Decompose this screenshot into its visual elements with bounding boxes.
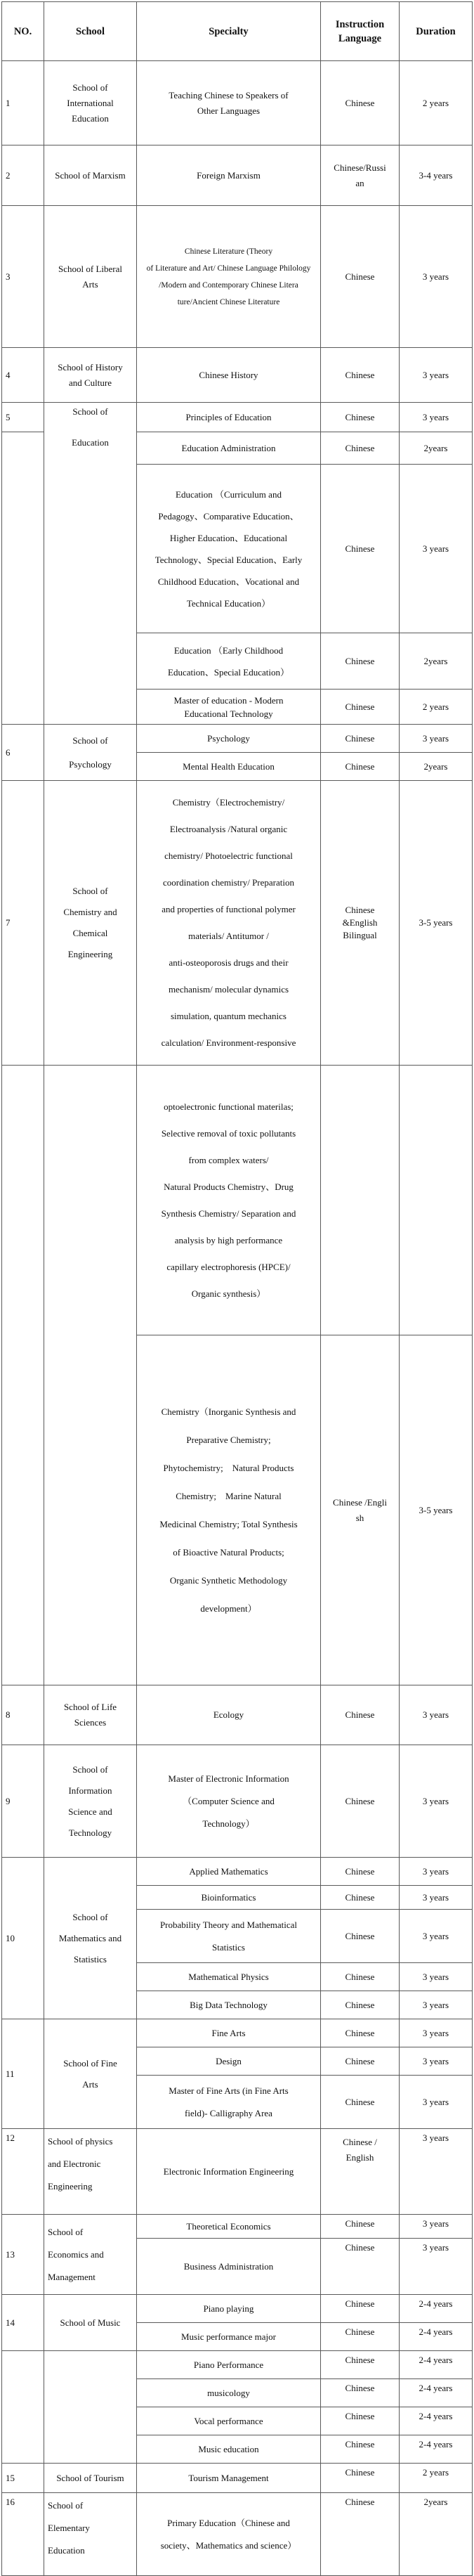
duration: 2-4 years xyxy=(400,2407,473,2435)
duration: 3 years xyxy=(400,2019,473,2047)
duration: 2-4 years xyxy=(400,2295,473,2323)
instruction-language: Chinese xyxy=(321,206,400,348)
instruction-language: Chinese xyxy=(321,2407,400,2435)
row-number-spacer xyxy=(2,2351,44,2464)
table-row xyxy=(2,2351,473,2379)
specialty-name: Education Administration xyxy=(137,432,321,465)
table-row xyxy=(2,781,473,1066)
instruction-language: Chinese / English xyxy=(321,2129,400,2215)
instruction-language: Chinese xyxy=(321,1886,400,1910)
duration: 2-4 years xyxy=(400,2435,473,2464)
specialty-name: Chinese History xyxy=(137,348,321,403)
specialty-name: Education （Curriculum and Pedagogy、Comparative Education、 Higher Education、Educational Technology、Special Education、Early Childhood Education、Vocational and Technical Education） xyxy=(137,465,321,633)
school-name-spacer xyxy=(44,1066,137,1685)
school-name: School of Mathematics and Statistics xyxy=(44,1858,137,2019)
header-specialty: Specialty xyxy=(137,2,321,61)
instruction-language: Chinese xyxy=(321,2215,400,2239)
row-number: 4 xyxy=(2,348,44,403)
table-row xyxy=(2,1858,473,1886)
instruction-language: Chinese/Russi an xyxy=(321,145,400,206)
specialty-name: Tourism Management xyxy=(137,2464,321,2493)
specialty-name: Psychology xyxy=(137,725,321,753)
table-row xyxy=(2,1066,473,1335)
instruction-language: Chinese xyxy=(321,753,400,781)
row-number: 11 xyxy=(2,2019,44,2129)
duration: 3 years xyxy=(400,2076,473,2129)
duration: 3 years xyxy=(400,1910,473,1963)
instruction-language: Chinese xyxy=(321,690,400,725)
table-row xyxy=(2,206,473,348)
instruction-language: Chinese xyxy=(321,61,400,145)
row-number: 16 xyxy=(2,2493,44,2576)
instruction-language: Chinese xyxy=(321,2019,400,2047)
instruction-language: Chinese xyxy=(321,1991,400,2019)
table-row xyxy=(2,403,473,432)
instruction-language: Chinese xyxy=(321,1685,400,1745)
row-number: 10 xyxy=(2,1858,44,2019)
header-no: NO. xyxy=(2,2,44,61)
specialty-name: Probability Theory and Mathematical Statistics xyxy=(137,1910,321,1963)
school-name: School of Music xyxy=(44,2295,137,2351)
duration: 2years xyxy=(400,2493,473,2576)
table-row xyxy=(2,348,473,403)
row-number: 12 xyxy=(2,2129,44,2215)
school-name: School of Education xyxy=(44,403,137,725)
duration: 3 years xyxy=(400,1858,473,1886)
duration: 3-4 years xyxy=(400,145,473,206)
specialty-name: Foreign Marxism xyxy=(137,145,321,206)
duration xyxy=(400,1066,473,1335)
row-number: 3 xyxy=(2,206,44,348)
duration: 2 years xyxy=(400,690,473,725)
row-number: 8 xyxy=(2,1685,44,1745)
school-name: School of physics and Electronic Engineering xyxy=(44,2129,137,2215)
school-name: School of Psychology xyxy=(44,725,137,781)
specialty-name: Chinese Literature (Theory of Literature and Art/ Chinese Language Philology /Modern and Contemporary Chinese Litera ture/Ancient Chinese Literature xyxy=(137,206,321,348)
duration: 2-4 years xyxy=(400,2323,473,2351)
school-name: School of Marxism xyxy=(44,145,137,206)
duration: 3 years xyxy=(400,1685,473,1745)
school-name: School of Elementary Education xyxy=(44,2493,137,2576)
duration: 3 years xyxy=(400,206,473,348)
duration: 2 years xyxy=(400,2464,473,2493)
specialty-name: Fine Arts xyxy=(137,2019,321,2047)
specialty-name: Vocal performance xyxy=(137,2407,321,2435)
school-name: School of Fine Arts xyxy=(44,2019,137,2129)
school-name: School of Tourism xyxy=(44,2464,137,2493)
school-name: School of International Education xyxy=(44,61,137,145)
specialty-name: Big Data Technology xyxy=(137,1991,321,2019)
table-row xyxy=(2,2129,473,2215)
specialty-name: Mental Health Education xyxy=(137,753,321,781)
row-number-spacer xyxy=(2,1066,44,1685)
duration: 3 years xyxy=(400,2047,473,2076)
instruction-language: Chinese xyxy=(321,2323,400,2351)
row-number: 13 xyxy=(2,2215,44,2295)
row-number: 7 xyxy=(2,781,44,1066)
instruction-language: Chinese xyxy=(321,1858,400,1886)
instruction-language: Chinese xyxy=(321,2379,400,2407)
header-school: School xyxy=(44,2,137,61)
instruction-language: Chinese xyxy=(321,2435,400,2464)
duration: 3-5 years xyxy=(400,781,473,1066)
instruction-language: Chinese xyxy=(321,2351,400,2379)
duration: 3 years xyxy=(400,465,473,633)
duration: 3-5 years xyxy=(400,1335,473,1685)
school-name: School of Life Sciences xyxy=(44,1685,137,1745)
instruction-language xyxy=(321,1066,400,1335)
instruction-language: Chinese xyxy=(321,2047,400,2076)
table-row xyxy=(2,2295,473,2323)
school-name: School of History and Culture xyxy=(44,348,137,403)
specialty-name: Piano playing xyxy=(137,2295,321,2323)
instruction-language: Chinese xyxy=(321,1963,400,1991)
instruction-language: Chinese xyxy=(321,348,400,403)
specialty-name: Ecology xyxy=(137,1685,321,1745)
specialty-name: Master of education - Modern Educational Technology xyxy=(137,690,321,725)
duration: 2-4 years xyxy=(400,2379,473,2407)
row-number: 5 xyxy=(2,403,44,432)
specialty-name: Design xyxy=(137,2047,321,2076)
specialty-name: Master of Fine Arts (in Fine Arts field)- Calligraphy Area xyxy=(137,2076,321,2129)
table-row xyxy=(2,2493,473,2576)
header-duration: Duration xyxy=(400,2,473,61)
duration: 3 years xyxy=(400,2215,473,2239)
specialty-name: Theoretical Economics xyxy=(137,2215,321,2239)
instruction-language: Chinese xyxy=(321,633,400,690)
duration: 2years xyxy=(400,753,473,781)
instruction-language: Chinese &English Bilingual xyxy=(321,781,400,1066)
instruction-language: Chinese xyxy=(321,725,400,753)
duration: 3 years xyxy=(400,1886,473,1910)
row-number: 9 xyxy=(2,1745,44,1858)
specialty-name: Music education xyxy=(137,2435,321,2464)
table-row xyxy=(2,2464,473,2493)
instruction-language: Chinese xyxy=(321,1910,400,1963)
school-name: School of Information Science and Technology xyxy=(44,1745,137,1858)
programs-table xyxy=(1,1,473,2576)
table-row xyxy=(2,725,473,753)
specialty-name: Education （Early Childhood Education、Special Education） xyxy=(137,633,321,690)
duration: 2years xyxy=(400,633,473,690)
specialty-name: Mathematical Physics xyxy=(137,1963,321,1991)
specialty-name: Chemistry（Inorganic Synthesis and Preparative Chemistry; Phytochemistry; Natural Products Chemistry; Marine Natural Medicinal Chemistry; Total Synthesis of Bioactive Natural Products; Organic Synthetic Methodology development） xyxy=(137,1335,321,1685)
row-number-spacer xyxy=(2,432,44,725)
row-number: 1 xyxy=(2,61,44,145)
duration: 3 years xyxy=(400,725,473,753)
instruction-language: Chinese xyxy=(321,465,400,633)
specialty-name: Primary Education（Chinese and society、Mathematics and science） xyxy=(137,2493,321,2576)
specialty-name: Applied Mathematics xyxy=(137,1858,321,1886)
duration: 2-4 years xyxy=(400,2351,473,2379)
school-name-spacer xyxy=(44,2351,137,2464)
school-name: School of Economics and Management xyxy=(44,2215,137,2295)
duration: 3 years xyxy=(400,2239,473,2295)
specialty-name: Bioinformatics xyxy=(137,1886,321,1910)
instruction-language: Chinese xyxy=(321,2295,400,2323)
table-row xyxy=(2,145,473,206)
school-name: School of Chemistry and Chemical Engineering xyxy=(44,781,137,1066)
specialty-name: Master of Electronic Information （Computer Science and Technology） xyxy=(137,1745,321,1858)
specialty-name: Chemistry（Electrochemistry/ Electroanalysis /Natural organic chemistry/ Photoelectric functional coordination chemistry/ Preparation and properties of functional polymer materials/ Antitumor / anti-osteoporosis drugs and their mechanism/ molecular dynamics simulation, quantum mechanics calculation/ Environment-responsive xyxy=(137,781,321,1066)
table-row xyxy=(2,1685,473,1745)
duration: 3 years xyxy=(400,1963,473,1991)
school-name: School of Liberal Arts xyxy=(44,206,137,348)
specialty-name: Electronic Information Engineering xyxy=(137,2129,321,2215)
duration: 2years xyxy=(400,432,473,465)
specialty-name: Principles of Education xyxy=(137,403,321,432)
specialty-name: optoelectronic functional materilas; Selective removal of toxic pollutants from complex waters/ Natural Products Chemistry、Drug Synthesis Chemistry/ Separation and analysis by high performance capillary electrophoresis (HPCE)/ Organic synthesis） xyxy=(137,1066,321,1335)
instruction-language: Chinese xyxy=(321,2239,400,2295)
specialty-name: Business Administration xyxy=(137,2239,321,2295)
instruction-language: Chinese xyxy=(321,2493,400,2576)
instruction-language: Chinese xyxy=(321,2076,400,2129)
instruction-language: Chinese xyxy=(321,432,400,465)
instruction-language: Chinese xyxy=(321,1745,400,1858)
duration: 3 years xyxy=(400,1991,473,2019)
specialty-name: Teaching Chinese to Speakers of Other Languages xyxy=(137,61,321,145)
table-row xyxy=(2,1745,473,1858)
row-number: 15 xyxy=(2,2464,44,2493)
specialty-name: Piano Performance xyxy=(137,2351,321,2379)
row-number: 14 xyxy=(2,2295,44,2351)
header-row xyxy=(2,2,473,61)
duration: 2 years xyxy=(400,61,473,145)
table-row xyxy=(2,2019,473,2047)
duration: 3 years xyxy=(400,348,473,403)
row-number: 6 xyxy=(2,725,44,781)
specialty-name: Music performance major xyxy=(137,2323,321,2351)
header-instruction-language: Instruction Language xyxy=(321,2,400,61)
duration: 3 years xyxy=(400,2129,473,2215)
instruction-language: Chinese xyxy=(321,2464,400,2493)
duration: 3 years xyxy=(400,1745,473,1858)
row-number: 2 xyxy=(2,145,44,206)
duration: 3 years xyxy=(400,403,473,432)
specialty-name: musicology xyxy=(137,2379,321,2407)
instruction-language: Chinese xyxy=(321,403,400,432)
table-row xyxy=(2,2215,473,2239)
instruction-language: Chinese /Engli sh xyxy=(321,1335,400,1685)
table-row xyxy=(2,61,473,145)
